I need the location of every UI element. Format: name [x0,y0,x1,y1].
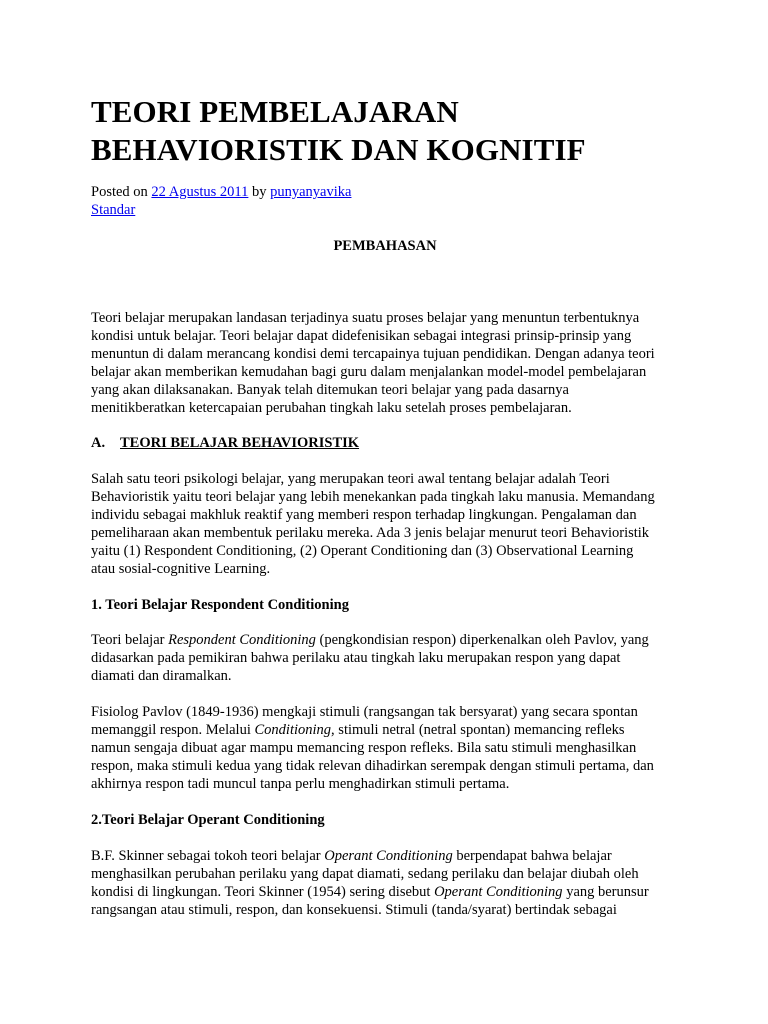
intro-line: belajar akan memberikan kemudahan bagi guru dalam menjalankan model-model pembelajaran [91,364,647,380]
intro-line: menuntun di dalam merancang kondisi demi tercapainya tujuan pendidikan. Dengan adanya teori [91,346,655,362]
behavior-line: Salah satu teori psikologi belajar, yang merupakan teori awal tentang belajar adalah Teori [91,471,610,487]
intro-line: menitikberatkan ketercapaian perubahan tingkah laku setelah proses pembelajaran. [91,400,572,416]
post-format-link[interactable]: Standar [91,202,136,218]
respondent-p1-line-3: diamati dan diramalkan. [91,668,232,684]
operant-p1-line-3 [91,883,681,901]
italic-term: Conditioning [254,722,332,738]
behavior-line: Behavioristik yaitu teori belajar yang lebih menekankan pada tingkah laku manusia. Memandang [91,489,655,505]
behavior-line: individu sebagai makhluk reaktif yang memberi respon terhadap lingkungan. Pengalaman dan [91,507,637,523]
respondent-paragraph-2 [91,703,681,793]
post-format [91,201,135,219]
text-run: yang berunsur [562,884,649,900]
author-link[interactable]: punyanyavika [270,184,352,200]
respondent-paragraph-1 [91,631,681,685]
posted-on-label: Posted on [91,184,152,200]
respondent-p2-line-1: Fisiolog Pavlov (1849-1936) mengkaji stimuli (rangsangan tak bersyarat) yang secara spontan [91,704,638,720]
section-heading: PEMBAHASAN [333,238,437,254]
respondent-p2-line-4: respon, maka stimuli kedua yang tidak relevan dihadirkan serempak dengan stimuli pertama, dan [91,758,654,774]
text-run: Teori belajar [91,632,169,648]
operant-p1-line-4: rangsangan atau stimuli, respon, dan konsekuensi. Stimuli (tanda/syarat) bertindak sebagai [91,902,617,918]
respondent-p2-line-3: namun sengaja dibuat agar mampu memancing respon refleks. Bila satu stimuli menghasilkan [91,740,637,756]
heading-a [91,434,359,452]
respondent-p1-line-1 [91,631,681,649]
operant-paragraph-1 [91,847,681,919]
heading-respondent: 1. Teori Belajar Respondent Conditioning [91,597,349,613]
operant-p1-line-2: menghasilkan perubahan perilaku yang dapat diamati, sedang perilaku dan belajar diubah oleh [91,866,639,882]
intro-line: Teori belajar merupakan landasan terjadinya suatu proses belajar yang menuntun terbentuknya [91,310,640,326]
text-run: memanggil respon. Melalui [91,722,255,738]
by-label: by [248,184,271,200]
text-run: , stimuli netral (netral spontan) memancing refleks [331,722,625,738]
respondent-p2-line-2 [91,721,681,739]
intro-line: kondisi untuk belajar. Teori belajar dapat didefenisikan sebagai integrasi prinsip-prinsip yang [91,328,632,344]
respondent-p2-line-5: akhirnya respon tadi muncul tanpa perlu menghadirkan stimuli pertama. [91,776,510,792]
text-run: kondisi di lingkungan. Teori Skinner (1954) sering disebut [91,884,435,900]
heading-a-letter: A. [91,435,106,451]
intro-paragraph [91,309,681,417]
operant-p1-line-1 [91,847,681,865]
heading-a-text: TEORI BELAJAR BEHAVIORISTIK [120,435,360,451]
behavior-paragraph [91,470,681,578]
post-meta [91,183,351,201]
behavior-line: pemeliharaan akan membentuk perilaku mereka. Ada 3 jenis belajar menurut teori Behavioristik [91,525,650,541]
text-run: berpendapat bahwa belajar [452,848,612,864]
italic-term: Respondent Conditioning [168,632,316,648]
post-date-link[interactable]: 22 Agustus 2011 [151,184,249,200]
heading-operant: 2.Teori Belajar Operant Conditioning [91,812,325,828]
respondent-p1-line-2: didasarkan pada pemikiran bahwa perilaku atau tingkah laku merupakan respon yang dapat [91,650,621,666]
italic-term: Operant Conditioning [434,884,563,900]
title-line-2: BEHAVIORISTIK DAN KOGNITIF [91,132,586,167]
title-line-1: TEORI PEMBELAJARAN [91,94,459,129]
behavior-line: atau sosial-cognitive Learning. [91,561,271,577]
text-run: B.F. Skinner sebagai tokoh teori belajar [91,848,325,864]
text-run: (pengkondisian respon) diperkenalkan oleh Pavlov, yang [315,632,649,648]
behavior-line: yaitu (1) Respondent Conditioning, (2) Operant Conditioning dan (3) Observational Learning [91,543,634,559]
article-title [91,93,711,169]
intro-line: yang akan dilaksanakan. Banyak telah ditemukan teori belajar yang pada dasarnya [91,382,569,398]
italic-term: Operant Conditioning [324,848,453,864]
